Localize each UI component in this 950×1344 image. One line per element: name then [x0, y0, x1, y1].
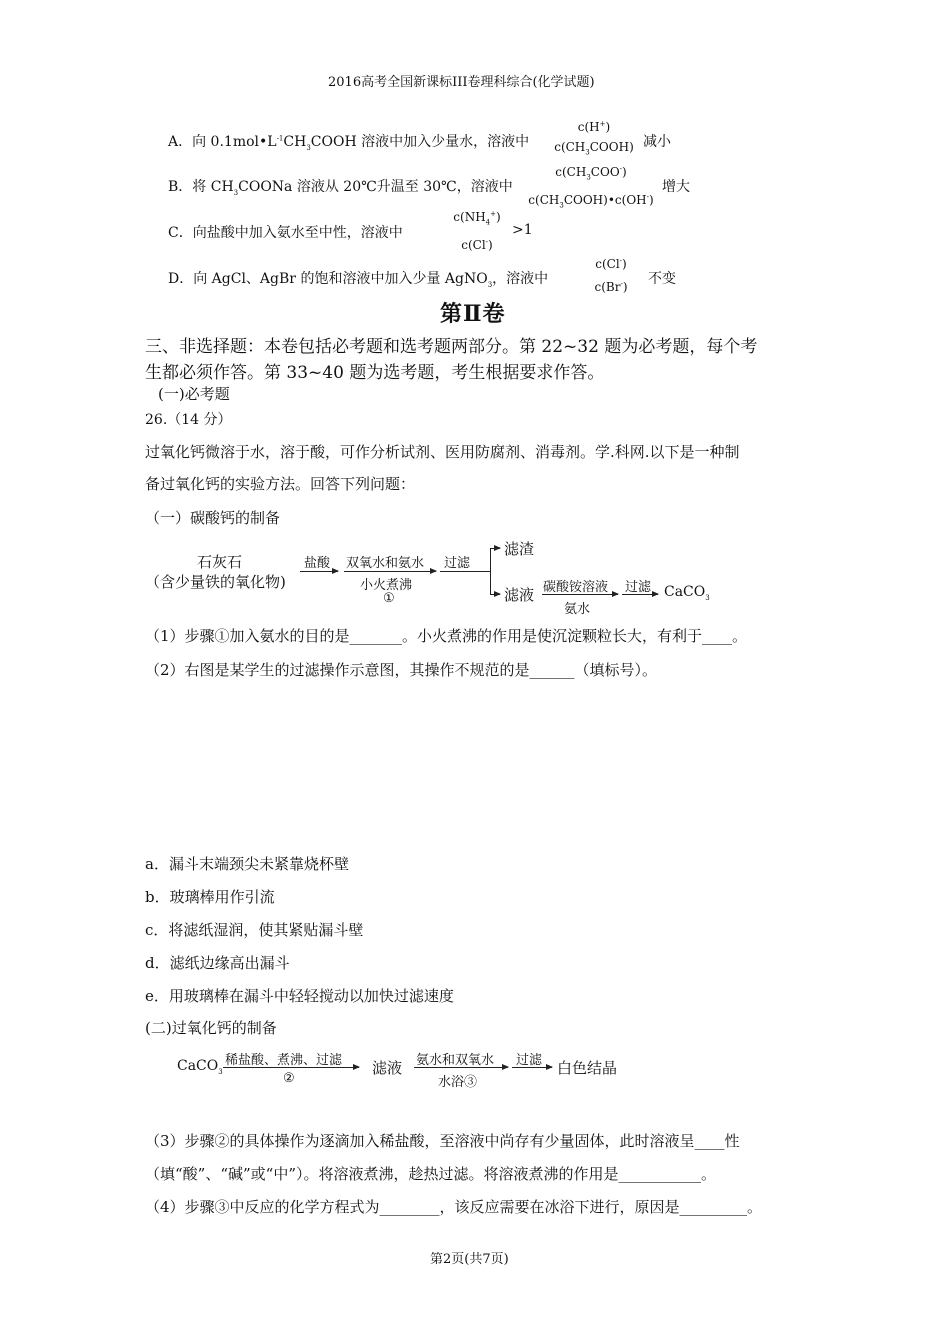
option-d-text-b: ，溶液中	[492, 271, 549, 287]
part2-title: (二)过氧化钙的制备	[145, 1019, 277, 1037]
flow2-step: ②	[283, 1071, 295, 1086]
option-a-text-c: COOH 溶液中加入少量水，溶液中	[310, 134, 530, 150]
frac-sub: 3	[559, 201, 564, 210]
question-3b: （填“酸”、“碱”或“中”）。将溶液煮沸，趁热过滤。将溶液煮沸的作用是___________。	[145, 1165, 717, 1183]
section-title: 第Ⅱ卷	[440, 301, 506, 327]
option-b-fraction	[523, 162, 659, 214]
flow1-arrow-2	[344, 571, 436, 572]
option-a-result: 减小	[643, 134, 671, 150]
frac-den: c(Cl	[461, 238, 486, 253]
flow1-ammonia: 氨水	[564, 602, 591, 617]
option-d-numerator	[585, 254, 637, 272]
option-a-text: A．向 0.1mol•L	[168, 134, 277, 150]
page-header-title: 2016高考全国新课标III卷理科综合(化学试题)	[328, 75, 595, 90]
frac-den: c(Br	[594, 280, 621, 294]
frac-sub: 3	[586, 173, 591, 182]
flow2-start	[177, 1058, 223, 1076]
flow2-reagent-1: 稀盐酸、煮沸、过滤	[225, 1053, 343, 1068]
flow1-product	[664, 584, 710, 602]
choice-d: d．滤纸边缘高出漏斗	[145, 954, 290, 972]
fraction-bar	[523, 187, 659, 188]
flow1-residue: 滤渣	[504, 540, 535, 558]
flow1-reagent-2: 碳酸铵溶液	[543, 580, 609, 595]
fraction-bar	[448, 232, 506, 233]
flow1-step: ①	[383, 591, 395, 606]
frac-sup: -	[620, 280, 623, 288]
intro-line-1: 三、非选择题：本卷包括必考题和选考题两部分。第 22~32 题为必考题，每个考	[145, 337, 758, 357]
frac-den: c(CH	[554, 140, 586, 154]
frac-sup: -	[485, 238, 489, 247]
option-d-fraction	[585, 254, 637, 295]
question-number: 26.（14 分）	[145, 412, 232, 428]
frac-num: c(H	[577, 120, 600, 134]
frac-sup: +	[490, 210, 497, 218]
option-a-sub: 3	[306, 143, 311, 152]
option-d	[168, 268, 548, 289]
frac-sub: 4	[485, 218, 491, 227]
option-a-ch: CH	[283, 134, 307, 150]
option-b-text-b: COONa 溶液从 20℃升温至 30℃，溶液中	[238, 179, 513, 195]
option-d-text: D．向 AgCl、AgBr 的饱和溶液中加入少量 AgNO	[168, 271, 488, 287]
frac-num-end: )	[622, 257, 627, 271]
option-b	[168, 176, 513, 197]
option-c-denominator	[448, 235, 506, 253]
frac-den-end: COOH)	[589, 140, 634, 154]
flow2-bath: 水浴③	[438, 1075, 478, 1090]
intro-line-2: 生都必须作答。第 33~40 题为选考题，考生根据要求作答。	[145, 363, 605, 383]
frac-num: c(CH	[555, 165, 587, 179]
flow1-boil: 小火煮沸	[360, 578, 413, 593]
flow1-acid: 盐酸	[304, 556, 331, 571]
question-4: （4）步骤③中反应的化学方程式为________，该反应需要在冰浴下进行，原因是_________。	[145, 1198, 763, 1216]
option-b-result: 增大	[662, 179, 690, 195]
flow2-start-sub: 3	[218, 1067, 223, 1076]
intro-sub: (一)必考题	[158, 385, 230, 403]
frac-sup: -	[619, 257, 623, 265]
frac-sub: 3	[585, 148, 590, 157]
flow2-reagent-2: 氨水和双氧水	[416, 1053, 495, 1068]
flow1-filtrate: 滤液	[504, 586, 535, 604]
flow2-arrow-1	[223, 1067, 359, 1068]
option-d-result: 不变	[648, 271, 676, 287]
question-1: （1）步骤①加入氨水的目的是_______。小火煮沸的作用是使沉淀颗粒长大，有利于____。	[145, 627, 748, 645]
option-d-sub: 3	[487, 280, 493, 289]
flow2-arrow-2	[414, 1067, 508, 1068]
frac-num-end: )	[496, 210, 501, 224]
option-b-sub: 3	[233, 188, 239, 197]
option-a	[168, 131, 529, 152]
flow1-branch-line	[440, 571, 490, 572]
flow2-start-text: CaCO	[177, 1058, 219, 1074]
flow1-arrow-4	[622, 594, 658, 595]
frac-den-mid: COOH)•c(OH	[563, 193, 647, 208]
frac-den: c(CH	[528, 193, 560, 208]
flow2-arrow-3	[512, 1067, 552, 1068]
choice-b: b．玻璃棒用作引流	[145, 888, 275, 906]
frac-sup: -	[646, 193, 649, 202]
frac-den-end: )	[649, 193, 654, 208]
frac-den-end: )	[622, 280, 628, 294]
flow1-product-text: CaCO	[664, 584, 706, 600]
question-desc-2: 备过氧化钙的实验方法。回答下列问题：	[145, 475, 416, 493]
option-c-result: >1	[512, 222, 533, 238]
frac-num-end: COO	[590, 165, 620, 179]
option-b-denominator	[523, 190, 659, 213]
flow2-filtrate: 滤液	[372, 1059, 403, 1077]
option-b-text: B．将 CH	[168, 179, 234, 195]
frac-num-end: )	[605, 120, 611, 134]
frac-den-end: )	[488, 238, 493, 253]
flow1-filter-2: 过滤	[625, 580, 652, 595]
flow1-arrow-1	[300, 571, 338, 572]
flow1-start-2: （含少量铁的氧化物)	[145, 573, 286, 591]
option-c-numerator	[448, 207, 506, 230]
flow1-filter-1: 过滤	[444, 556, 471, 571]
option-c-fraction	[448, 207, 506, 253]
option-b-numerator	[523, 162, 659, 185]
option-a-denominator	[553, 140, 635, 160]
option-a-sup: -1	[276, 134, 284, 143]
fraction-bar	[553, 137, 635, 138]
frac-num: c(NH	[453, 210, 486, 224]
frac-sup: -	[619, 165, 623, 173]
choice-e: e．用玻璃棒在漏斗中轻轻搅动以加快过滤速度	[145, 987, 454, 1005]
choice-a: a．漏斗末端颈尖未紧靠烧杯壁	[145, 855, 349, 873]
frac-sup: +	[599, 120, 606, 128]
part1-title: （一）碳酸钙的制备	[145, 509, 281, 527]
question-2: （2）右图是某学生的过滤操作示意图，其操作不规范的是______（填标号）。	[145, 661, 658, 679]
question-3a: （3）步骤②的具体操作为逐滴加入稀盐酸，至溶液中尚存有少量固体，此时溶液呈____性	[145, 1132, 740, 1150]
option-a-fraction	[553, 117, 635, 160]
flow1-arrow-residue	[490, 548, 500, 549]
option-a-numerator	[553, 117, 635, 135]
flow1-reagent: 双氧水和氨水	[346, 556, 425, 571]
flow1-product-sub: 3	[705, 593, 710, 602]
frac-num: c(Cl	[595, 257, 620, 271]
choice-c: c．将滤纸湿润，使其紧贴漏斗壁	[145, 921, 364, 939]
option-d-denominator	[585, 277, 637, 295]
option-c: C．向盐酸中加入氨水至中性，溶液中	[168, 225, 403, 241]
page-footer: 第2页(共7页)	[430, 1252, 509, 1267]
flow1-branch-vertical	[490, 548, 491, 594]
flow2-filter: 过滤	[516, 1053, 543, 1068]
flow2-product: 白色结晶	[557, 1059, 618, 1077]
question-desc-1: 过氧化钙微溶于水，溶于酸，可作分析试剂、医用防腐剂、消毒剂。学.科网.以下是一种制	[145, 443, 740, 461]
flow1-start-1: 石灰石	[197, 553, 243, 571]
frac-num-close: )	[622, 165, 627, 179]
flow1-arrow-filtrate	[490, 594, 500, 595]
flow1-arrow-3	[542, 594, 618, 595]
fraction-bar	[585, 274, 637, 275]
